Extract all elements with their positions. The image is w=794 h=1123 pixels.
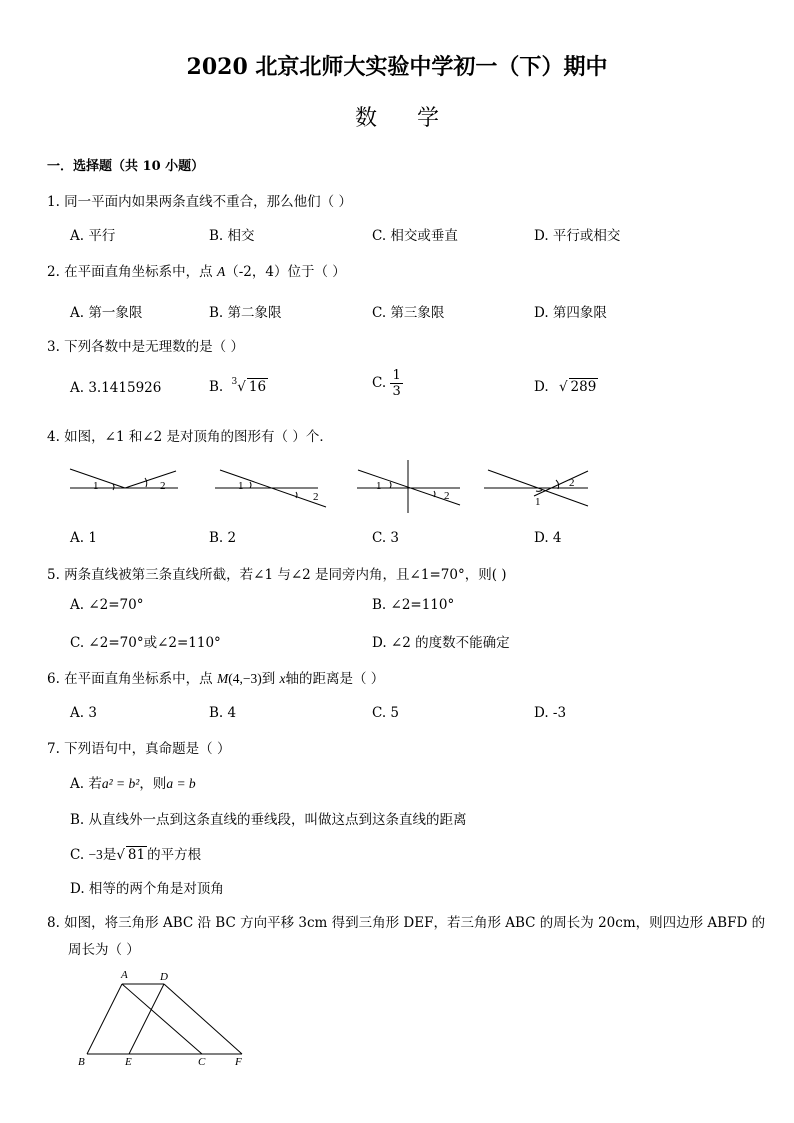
question-1-option-a: A. 平行 <box>70 228 116 244</box>
question-2-stem: 2. 在平面直角坐标系中，点 A（-2，4）位于（ ） <box>47 264 346 280</box>
question-3-option-a: A. 3.1415926 <box>70 380 162 396</box>
question-5-option-c: C. ∠2=70°或∠2=110° <box>70 635 221 651</box>
question-4-option-d: D. 4 <box>534 530 562 546</box>
question-3-option-c: C. $\frac{1}{3}$ <box>372 368 401 399</box>
question-1-stem: 1. 同一平面内如果两条直线不重合，那么他们（ ） <box>47 194 352 210</box>
question-7-stem: 7. 下列语句中，真命题是（ ） <box>47 741 231 757</box>
label-f: F <box>235 1056 242 1068</box>
question-1-option-d: D. 平行或相交 <box>534 228 621 244</box>
figure-2 <box>215 470 326 507</box>
question-7-option-c: C. −3是√ 81 的平方根 <box>70 847 202 863</box>
question-5-option-b: B. ∠2=110° <box>372 597 455 613</box>
question-6-option-b: B. 4 <box>209 705 237 721</box>
label-b: B <box>78 1056 85 1068</box>
question-1-option-b: B. 相交 <box>209 228 255 244</box>
question-6-option-c: C. 5 <box>372 705 400 721</box>
question-6-option-a: A. 3 <box>70 705 97 721</box>
question-3-stem: 3. 下列各数中是无理数的是（ ） <box>47 339 244 355</box>
fig2-label-1: 1 <box>238 480 244 492</box>
label-c: C <box>198 1056 206 1068</box>
fig4-label-1: 1 <box>535 496 541 508</box>
question-5-option-a: A. ∠2=70° <box>70 597 144 613</box>
question-5-stem: 5. 两条直线被第三条直线所截，若∠1 与∠2 是同旁内角，且∠1=70°，则( ) <box>47 567 507 583</box>
fig2-label-2: 2 <box>313 491 319 503</box>
fig3-label-1: 1 <box>376 480 382 492</box>
question-1-option-c: C. 相交或垂直 <box>372 228 458 244</box>
question-6-stem: 6. 在平面直角坐标系中，点 M(4,−3)到 x轴的距离是（ ） <box>47 671 385 687</box>
question-2-option-a: A. 第一象限 <box>70 305 143 321</box>
exam-title: 2020 北京北师大实验中学初一（下）期中 <box>186 54 608 80</box>
question-4-option-c: C. 3 <box>372 530 400 546</box>
question-8-figure <box>70 965 260 1075</box>
question-7-option-b: B. 从直线外一点到这条直线的垂线段，叫做这点到这条直线的距离 <box>70 812 467 828</box>
subject-title: 数学 <box>354 106 479 131</box>
question-4-stem: 4. 如图，∠1 和∠2 是对顶角的图形有（ ）个． <box>47 429 333 445</box>
question-2-option-c: C. 第三象限 <box>372 305 445 321</box>
question-3-option-d: D. √ 289 <box>534 379 597 395</box>
fig4-label-2: 2 <box>569 477 575 489</box>
triangle-translation-figure <box>87 984 242 1054</box>
question-7-option-d: D. 相等的两个角是对顶角 <box>70 881 224 897</box>
fig3-label-2: 2 <box>444 490 450 502</box>
question-4-option-b: B. 2 <box>209 530 237 546</box>
question-7-option-a: A. 若a² = b²，则a = b <box>70 776 196 792</box>
question-8-stem-line2: 周长为（ ） <box>68 942 140 958</box>
question-2-option-d: D. 第四象限 <box>534 305 607 321</box>
fig1-label-2: 2 <box>160 480 166 492</box>
question-4-figures <box>0 455 794 525</box>
question-6-option-d: D. -3 <box>534 705 567 721</box>
label-a: A <box>121 969 128 981</box>
question-8-stem-line1: 8. 如图，将三角形 ABC 沿 BC 方向平移 3cm 得到三角形 DEF，若三角形 ABC 的周长为 20cm，则四边形 ABFD 的 <box>47 915 766 931</box>
label-d: D <box>160 971 168 983</box>
question-5-option-d: D. ∠2 的度数不能确定 <box>372 635 510 651</box>
fig1-label-1: 1 <box>93 480 99 492</box>
question-3-option-b: B. $^3$√ 16 <box>209 377 267 395</box>
question-4-option-a: A. 1 <box>70 530 97 546</box>
question-2-option-b: B. 第二象限 <box>209 305 282 321</box>
fraction-one-third: $\frac{1}{3}$ <box>392 368 401 399</box>
label-e: E <box>125 1056 132 1068</box>
figure-3 <box>357 460 460 513</box>
section-heading: 一．选择题（共 10 小题） <box>47 159 205 174</box>
